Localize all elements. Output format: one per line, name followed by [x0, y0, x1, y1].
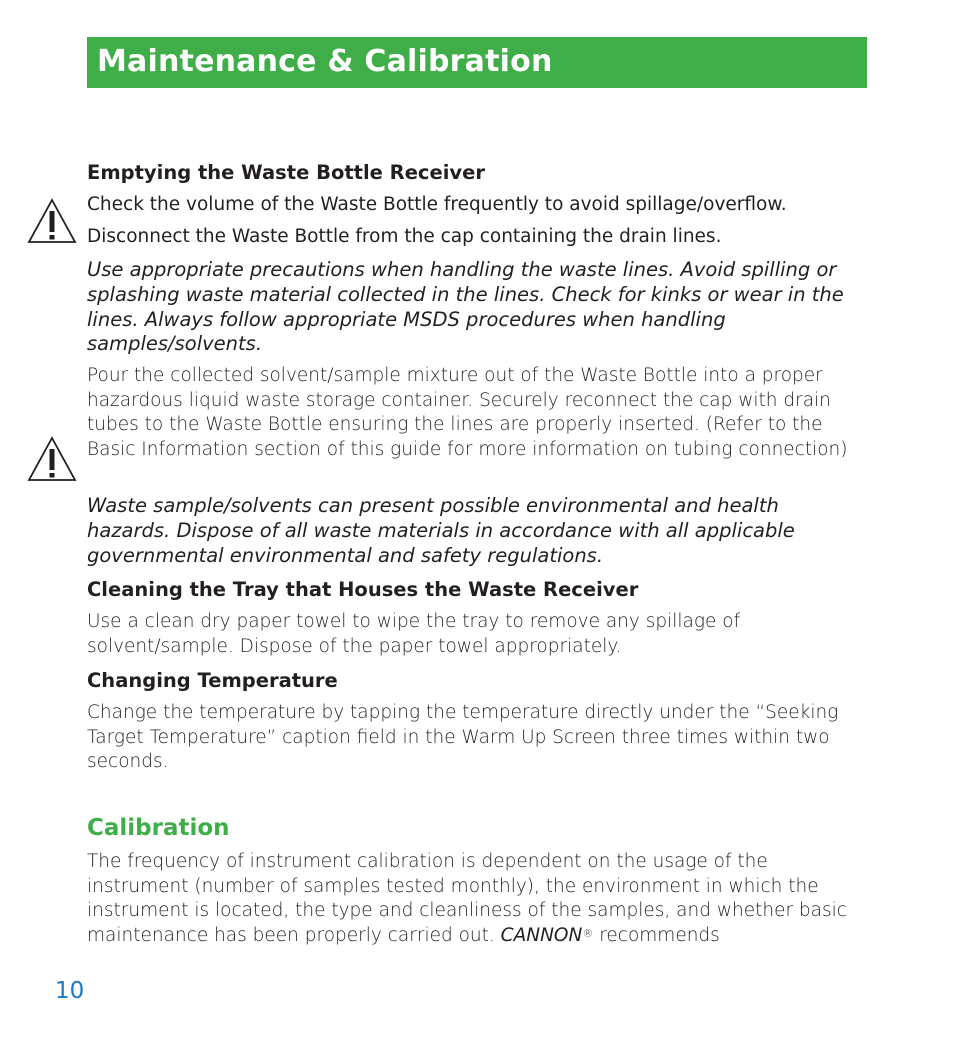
- warning-triangle-icon: [27, 436, 77, 482]
- waste-disconnect-text: Disconnect the Waste Bottle from the cap containing the drain lines.: [87, 226, 722, 247]
- calibration-body-end: recommends: [593, 925, 720, 947]
- waste-heading: Emptying the Waste Bottle Receiver: [87, 161, 485, 184]
- waste-check-text: Check the volume of the Waste Bottle frequently to avoid spillage/overflow.: [87, 194, 787, 215]
- page-title: Maintenance & Calibration: [97, 44, 553, 79]
- section-banner: [87, 37, 867, 88]
- page-number: 10: [55, 978, 85, 1004]
- calibration-body-start: The frequency of instrument calibration is dependent on the usage of the instrument (number of samples tested monthly), the environment in which the instrument is located, the type and cleanliness of the samples, and whether basic maintenance has been properly carried out.: [87, 851, 847, 947]
- temperature-heading: Changing Temperature: [87, 669, 338, 692]
- waste-hazard-text: Waste sample/solvents can present possible environmental and health hazards. Dispose of all waste materials in accordance with all applicable governmental environmental and safety regulations.: [87, 494, 795, 567]
- brand-name: CANNON: [500, 925, 583, 947]
- calibration-body: [87, 850, 862, 949]
- waste-pour-text: Pour the collected solvent/sample mixture out of the Waste Bottle into a proper hazardous liquid waste storage container. Securely reconnect the cap with drain tubes to the Waste Bottle ensuring the lines are properly inserted. (Refer to the Basic Information section of this guide for more information on tubing connection): [87, 365, 848, 461]
- registered-mark: ®: [582, 927, 594, 941]
- tray-body: Use a clean dry paper towel to wipe the tray to remove any spillage of solvent/sample. Dispose of the paper towel appropriately.: [87, 611, 741, 657]
- warning-triangle-icon: [27, 198, 77, 244]
- temperature-body: Change the temperature by tapping the temperature directly under the “Seeking Target Temperature” caption field in the Warm Up Screen three times within two seconds.: [87, 702, 839, 773]
- calibration-heading: Calibration: [87, 815, 230, 841]
- tray-heading: Cleaning the Tray that Houses the Waste Receiver: [87, 578, 639, 601]
- waste-caution-text: Use appropriate precautions when handling the waste lines. Avoid spilling or splashing waste material collected in the lines. Check for kinks or wear in the lines. Always follow appropriate MSDS procedures when handling samples/solvents.: [87, 258, 844, 356]
